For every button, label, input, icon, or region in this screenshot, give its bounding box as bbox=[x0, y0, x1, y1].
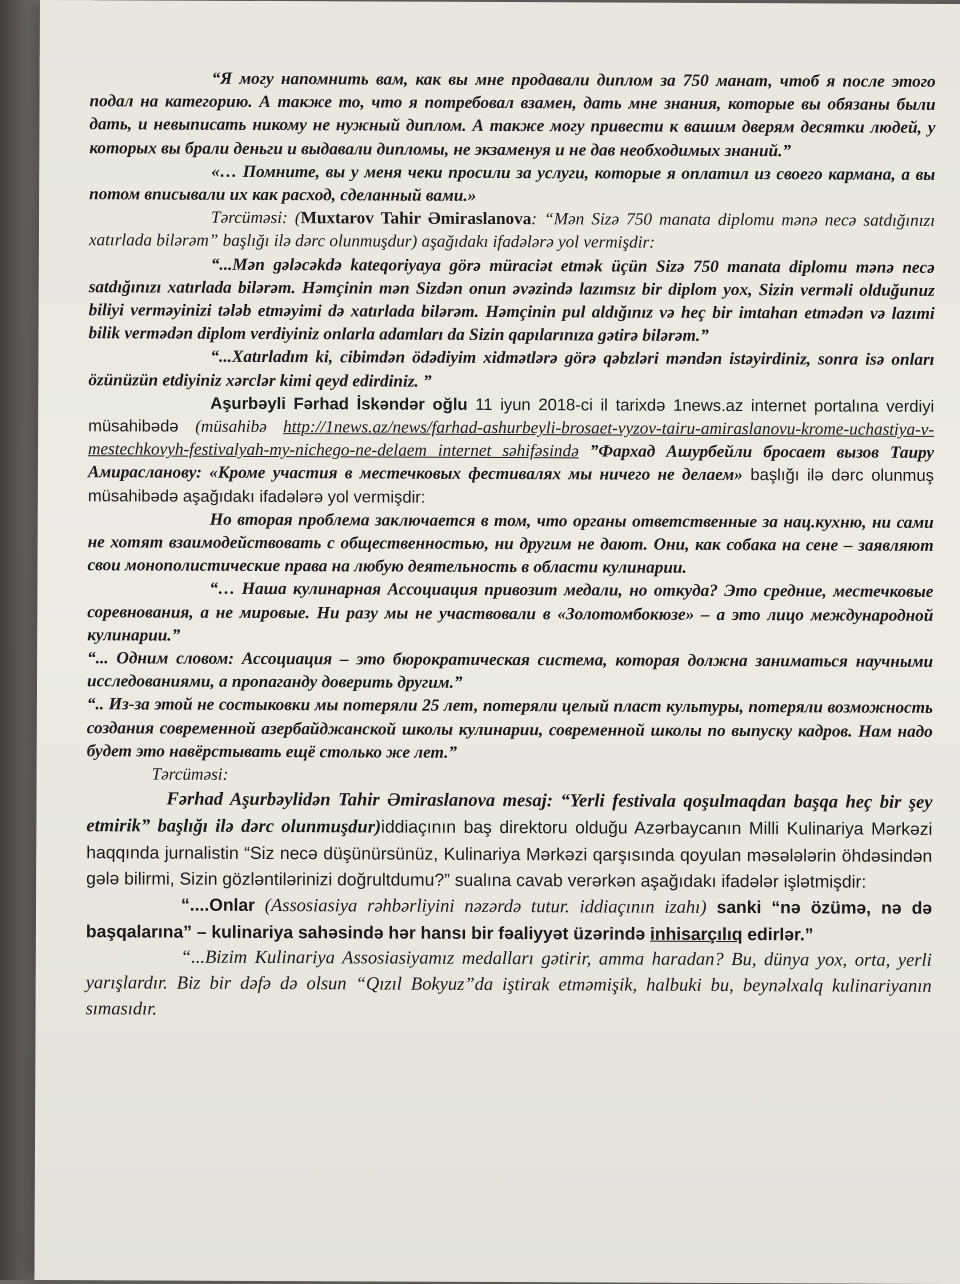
quote-end: edirlər.” bbox=[742, 924, 814, 945]
azeri-quote-4: “...Bizim Kulinariya Assosiasiyamız medalları gətirir, amma haradan? Bu, dünya yox, orta, yerli yarışlardır. Biz bir dəfə də olsun “Qızıl Bokyuz”da iştirak etməmişik, halbuki bu, beynəlxalq kulinariyanın sımasıdır. bbox=[85, 947, 932, 1020]
document-page bbox=[34, 0, 960, 1284]
translation-title-2: Fərhad Aşurbəylidən Tahir Əmiraslanova mesaj: “Yerli festivala qoşulmaqdan başqa heç bir şey etmirik” başlığı ilə dərc olunmuşdur) bbox=[86, 789, 933, 838]
person-name: Muxtarov Tahir Əmiraslanova bbox=[300, 208, 532, 229]
quote-underlined-word: inhisarçılıq bbox=[650, 923, 743, 945]
translation-block bbox=[86, 786, 933, 1027]
translation-title: : “Mən Sizə 750 manata diplomu mənə necə satdığınızı xatırlada bilərəm” başlığı ilə dərc olunmuşdur) aşağıdakı ifadələrə yol vermişdir: bbox=[88, 209, 936, 253]
quote-onlar: “....Onlar bbox=[181, 894, 256, 916]
russian-quote-6: “.. Из-за этой не состыковки мы потеряли 25 лет, потеряли целый пласт культуры, потеряли возможность создания современной азербайджанской школы кулинарии, современной школы по выпуску кадров. Нам надо будет это навёрстывать ещё столько же лет.” bbox=[86, 694, 933, 762]
quote-body: sanki “nə özümə, nə də başqalarına” – kulinariya sahəsində hər hansı bir fəaliyyət üzərində bbox=[85, 897, 933, 944]
interview-intro-end: başlığı ilə dərc olunmuş müsahibədə aşağıdakı ifadələrə yol vermişdir: bbox=[87, 465, 934, 507]
translation-paragraph bbox=[86, 786, 932, 896]
azeri-quote-1: “...Mən gələcəkdə kateqoriyaya görə müraciət etmək üçün Sizə 750 manata diplomu mənə necə satdığınızı xatırlada bilərəm. Həmçinin mən Sizdən onun əvəzində lazımsız bir diplom yox, Sizin verməli olduğunuz biliyi verməyinizi tələb etməyimi də xatırlada bilərəm. Həmçinin pul aldığınız və heç bir imtahan etmədən və lazımi bilik vermədən diplom verdiyiniz onlarla adamları da Sizin qapılarınıza gətirə bilərəm.” bbox=[88, 254, 935, 346]
translation-intro bbox=[89, 205, 935, 255]
translation-context: iddiaçının baş direktoru olduğu Azərbaycanın Milli Kulinariya Mərkəzi haqqında jurnalistin “Siz necə düşünürsünüz, Kulinariya Mərkəzi qarşısında qoyulan məsələlərin öhdəsindən gələ bilirmi, Sizin gözləntilərinizi doğrultdumu?” sualına cavab verərkən aşağıdakı ifadələr işlətmişdir: bbox=[86, 816, 933, 892]
russian-quote-3: Но вторая проблема заключается в том, что органы ответственные за нац.кухню, ни сами не хотят взаимодействовать с общественностью, ни другим не дают. Они, как собака на сене – заявляют свои монополистические права на любую деятельность в области кулинарии. bbox=[87, 509, 934, 578]
interviewee-name: Aşurbəyli Fərhad İskəndər oğlu bbox=[210, 393, 468, 414]
azeri-quote-2: “...Xatırladım ki, cibimdən ödədiyim xidmətlərə görə qəbzləri məndən istəyirdiniz, sonra isə onları özünüzün etdiyiniz xərclər kimi qeyd edirdiniz. ” bbox=[88, 347, 935, 391]
russian-quote-5: “... Одним словом: Ассоциация – это бюрократическая система, которая должна заниматься научными исследованиями, а пропаганду доверить другим.” bbox=[86, 648, 934, 693]
russian-quote-2: «… Помните, вы у меня чеки просили за услуги, которые я оплатил из своего кармана, а вы потом вписывали их как расход, сделанный вами.» bbox=[89, 161, 936, 205]
russian-quote-4: “… Наша кулинарная Ассоциация привозит медали, но откуда? Это средние, местечковые соревнования, а не мировые. Ни разу мы не участвовали в «Золотомбокюзе» – а это лицо международной кулинарии.” bbox=[87, 579, 934, 645]
interview-title: ”Фархад Ашурбейли бросает вызов Таиру Амирасланову: «Кроме участия в местечковых фестивалях мы ничего не делаем» bbox=[87, 441, 935, 485]
quote-clarification: (Assosiasiya rəhbərliyini nəzərdə tutur. iddiaçının izahı) bbox=[254, 896, 707, 919]
interview-date-text: 11 iyun 2018-ci il tarixdə 1news.az internet portalına verdiyi müsahibədə bbox=[88, 394, 935, 436]
document-body bbox=[86, 66, 936, 1026]
interview-intro bbox=[88, 391, 934, 511]
interview-source-open: (müsahibə bbox=[195, 416, 284, 437]
russian-quote-1: “Я могу напомнить вам, как вы мне продавали диплом за 750 манат, чтоб я после этого подал на категорию. А также то, что я потребовал взамен, дать мне знания, которые вы обязаны были дать, и невыписать никому не нужный диплом. А также могу привести к вашим дверям десятки людей, у которых вы брали деньги и выдавали дипломы, не экзаменуя и не дав необходимых знаний.” bbox=[89, 68, 936, 160]
translation-label: Tərcüməsi: ( bbox=[211, 207, 301, 228]
azeri-quote-3 bbox=[86, 892, 932, 949]
interview-link[interactable]: http://1news.az/news/farhad-ashurbeyli-brosaet-vyzov-tairu-amiraslanovu-krome-uchastiya-v-mestechkovyh-festivalyah-my-nichego-ne-delaem internet səhifəsində bbox=[88, 417, 935, 461]
translation-label-2: Tərcüməsi: bbox=[151, 764, 229, 784]
